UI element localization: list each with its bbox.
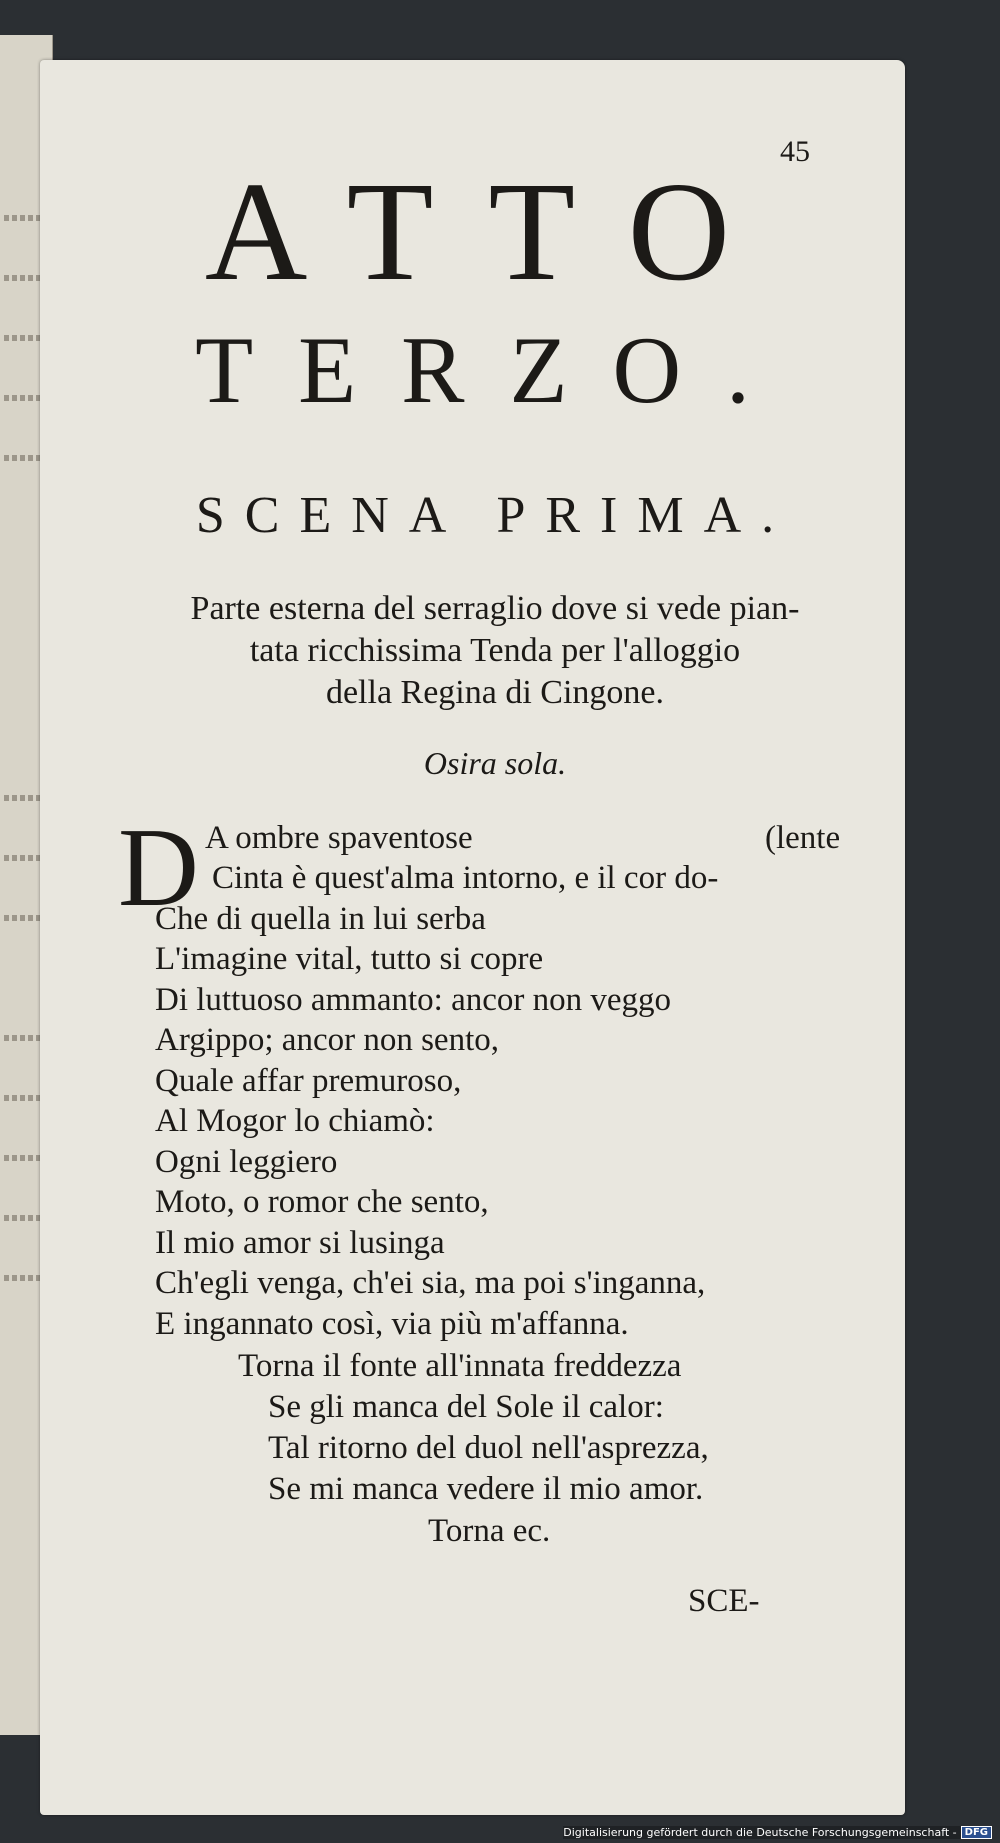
book-page [40,60,905,1815]
verse-line: Cinta è quest'alma intorno, e il cor do- [212,860,719,896]
credit-text: Digitalisierung gefördert durch die Deutsche Forschungsgemeinschaft - [563,1826,957,1839]
verse-line: Ch'egli venga, ch'ei sia, ma poi s'inganna, [155,1265,706,1301]
scene-setting [95,588,895,714]
act-heading: ATTO [204,152,786,310]
verse-line: Ogni leggiero [155,1144,338,1180]
act-number-heading: TERZO. [195,317,795,423]
setting-line: tata ricchissima Tenda per l'alloggio [249,632,741,669]
drop-cap: D [118,806,199,930]
scene-title: SCENA PRIMA. [195,487,795,544]
verse-line: Di luttuoso ammanto: ancor non veggo [155,982,671,1018]
setting-line: della Regina di Cingone. [325,674,665,711]
verse-line: Il mio amor si lusinga [155,1225,445,1261]
verse-line: Moto, o romor che sento, [155,1184,489,1220]
verse-line: Al Mogor lo chiamò: [155,1103,435,1139]
digitization-credit [563,1826,992,1839]
speaker-heading: Osira sola. [423,745,567,781]
verse-line: Tal ritorno del duol nell'asprezza, [268,1430,709,1466]
verse-line: Torna il fonte all'innata freddezza [238,1348,682,1384]
page-number: 45 [780,135,810,168]
verse-line: Se mi manca vedere il mio amor. [268,1471,704,1507]
verse-line: A ombre spaventose [205,820,473,856]
verse-line: Quale affar premuroso, [155,1063,462,1099]
verse-line: L'imagine vital, tutto si copre [155,941,544,977]
verse-line: E ingannato così, via più m'affanna. [155,1306,629,1342]
verse-line: Se gli manca del Sole il calor: [268,1389,664,1425]
verse-line-turnover: (lente [765,820,841,856]
verse-line: Che di quella in lui serba [155,901,486,937]
catchword: SCE- [688,1583,760,1619]
verse-line: Argippo; ancor non sento, [155,1022,500,1058]
dfg-logo: DFG [961,1826,992,1839]
verse-line: Torna ec. [428,1513,551,1549]
setting-line: Parte esterna del serraglio dove si vede pian- [190,590,800,627]
